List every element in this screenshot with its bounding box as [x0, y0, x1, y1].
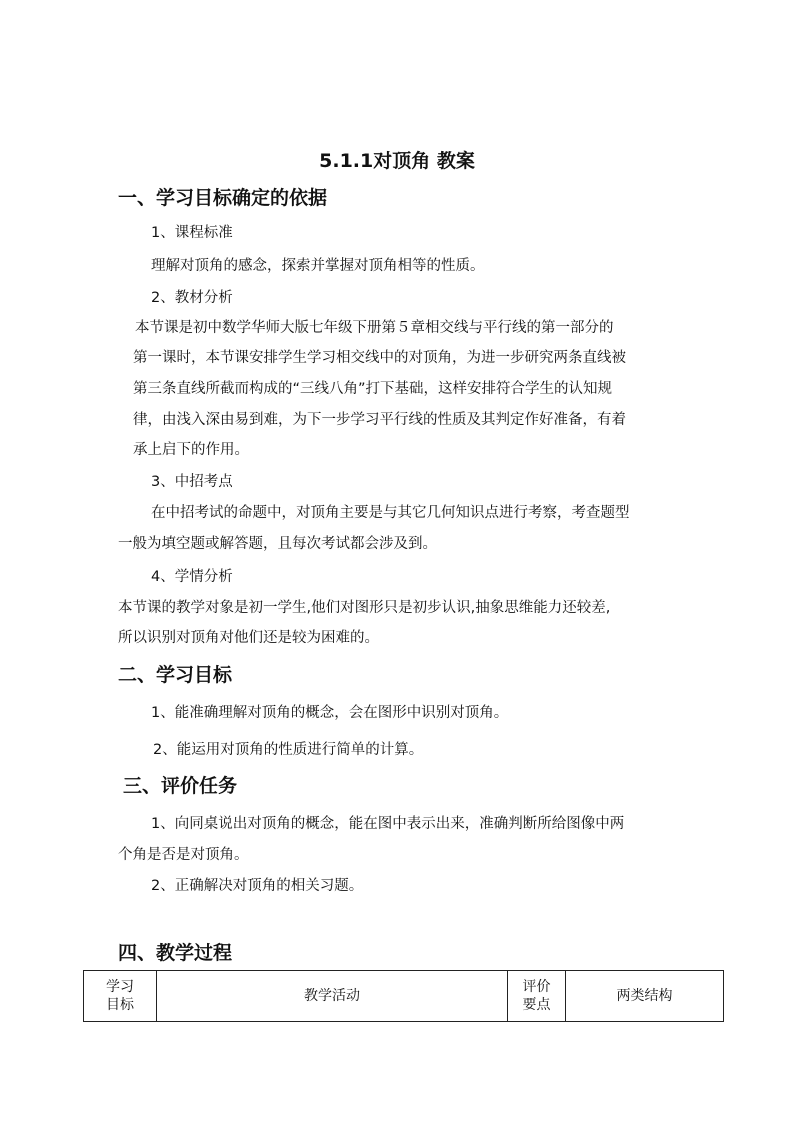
sub-2-line: 承上启下的作用。 [133, 442, 249, 458]
header-cell-structure: 两类结构 [566, 971, 724, 1022]
task-item: 2、正确解决对顶角的相关习题。 [151, 878, 364, 894]
sub-2-line: 律，由浅入深由易到难，为下一步学习平行线的性质及其判定作好准备，有着 [133, 412, 626, 428]
task-item-line: 个角是否是对顶角。 [118, 847, 249, 863]
section-4-heading: 四、教学过程 [118, 942, 233, 964]
header-text: 要点 [522, 997, 551, 1013]
sub-2-line: 本节课是初中数学华师大版七年级下册第５章相交线与平行线的第一部分的 [135, 320, 614, 336]
document-title: 5.1.1对顶角 教案 [319, 150, 475, 172]
sub-3-line: 一般为填空题或解答题，且每次考试都会涉及到。 [118, 536, 437, 552]
sub-4-label: 4、学情分析 [151, 569, 233, 585]
sub-4-line: 本节课的教学对象是初一学生,他们对图形只是初步认识,抽象思维能力还较差, [118, 600, 611, 616]
sub-2-label: 2、教材分析 [151, 290, 233, 306]
sub-1-label: 1、课程标准 [151, 225, 233, 241]
sub-2-line: 第三条直线所截而构成的“三线八角”打下基础，这样安排符合学生的认知规 [133, 381, 613, 397]
sub-3-label: 3、中招考点 [151, 474, 233, 490]
objective-item: 2、能运用对顶角的性质进行简单的计算。 [153, 742, 424, 758]
task-item-line: 1、向同桌说出对顶角的概念，能在图中表示出来，准确判断所给图像中两 [151, 816, 625, 832]
header-text: 学习 [106, 979, 134, 995]
section-3-heading: 三、评价任务 [123, 775, 238, 797]
sub-1-text: 理解对顶角的感念，探索并掌握对顶角相等的性质。 [151, 258, 485, 274]
header-cell-activity: 教学活动 [157, 971, 508, 1022]
header-text: 评价 [522, 979, 551, 995]
objective-item: 1、能准确理解对顶角的概念，会在图形中识别对顶角。 [151, 705, 509, 721]
sub-2-line: 第一课时，本节课安排学生学习相交线中的对顶角，为进一步研究两条直线被 [133, 350, 626, 366]
section-2-heading: 二、学习目标 [118, 664, 233, 686]
table-header-row [84, 971, 724, 1022]
header-cell-objective [84, 971, 157, 1022]
header-text: 目标 [106, 997, 134, 1013]
sub-4-line: 所以识别对顶角对他们还是较为困难的。 [118, 630, 379, 646]
teaching-process-table [83, 970, 724, 1022]
sub-3-line: 在中招考试的命题中，对顶角主要是与其它几何知识点进行考察，考查题型 [151, 505, 630, 521]
header-cell-evaluation [508, 971, 566, 1022]
section-1-heading: 一、学习目标确定的依据 [118, 187, 328, 209]
